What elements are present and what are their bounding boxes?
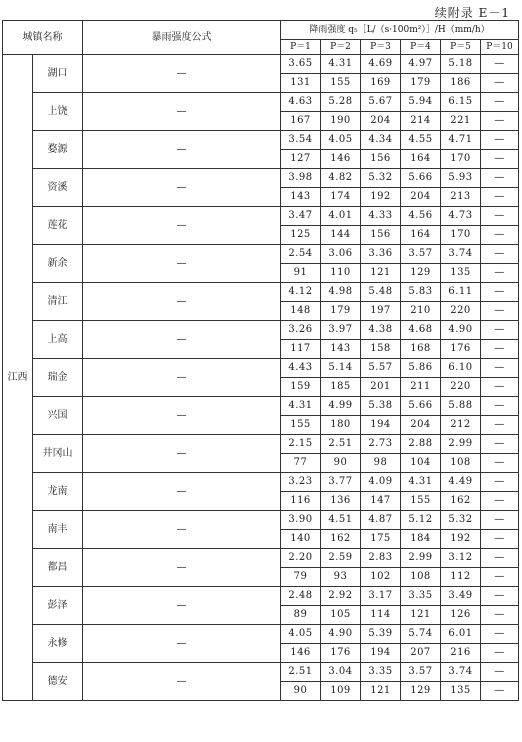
- table-row: [3, 511, 519, 530]
- intensity-h-cell: 117: [281, 340, 321, 359]
- intensity-q-cell: 3.35: [401, 587, 441, 606]
- intensity-q-cell: 5.88: [441, 397, 481, 416]
- intensity-q-cell: 3.74: [441, 663, 481, 682]
- intensity-q-cell: 3.74: [441, 245, 481, 264]
- intensity-h-cell: —: [481, 226, 519, 245]
- intensity-q-cell: 5.83: [401, 283, 441, 302]
- intensity-q-cell: 4.31: [281, 397, 321, 416]
- province-cell: 江西: [3, 55, 33, 701]
- intensity-q-cell: 4.05: [281, 625, 321, 644]
- rainfall-intensity-table: [2, 20, 519, 701]
- intensity-h-cell: 211: [401, 378, 441, 397]
- table-row: [3, 663, 519, 682]
- city-name-cell: 资溪: [33, 169, 83, 207]
- table-row: [3, 245, 519, 264]
- intensity-h-cell: 93: [321, 568, 361, 587]
- intensity-q-cell: —: [481, 321, 519, 340]
- intensity-q-cell: —: [481, 625, 519, 644]
- intensity-q-cell: 3.90: [281, 511, 321, 530]
- intensity-h-cell: 170: [441, 226, 481, 245]
- intensity-q-cell: 3.57: [401, 663, 441, 682]
- intensity-q-cell: 2.73: [361, 435, 401, 454]
- intensity-q-cell: 4.99: [321, 397, 361, 416]
- intensity-q-cell: —: [481, 207, 519, 226]
- intensity-q-cell: 4.43: [281, 359, 321, 378]
- intensity-q-cell: —: [481, 663, 519, 682]
- intensity-h-cell: —: [481, 302, 519, 321]
- intensity-h-cell: 164: [401, 150, 441, 169]
- intensity-q-cell: 4.31: [401, 473, 441, 492]
- intensity-q-cell: 5.86: [401, 359, 441, 378]
- table-row: [3, 435, 519, 454]
- intensity-q-cell: 4.51: [321, 511, 361, 530]
- intensity-h-cell: 146: [321, 150, 361, 169]
- formula-cell: —: [83, 587, 281, 625]
- intensity-q-cell: 6.11: [441, 283, 481, 302]
- intensity-h-cell: 170: [441, 150, 481, 169]
- intensity-h-cell: —: [481, 74, 519, 93]
- city-name-cell: 永修: [33, 625, 83, 663]
- table-row: [3, 131, 519, 150]
- intensity-h-cell: 179: [321, 302, 361, 321]
- intensity-h-cell: 192: [361, 188, 401, 207]
- intensity-h-cell: 104: [401, 454, 441, 473]
- intensity-h-cell: 121: [361, 264, 401, 283]
- city-name-cell: 新余: [33, 245, 83, 283]
- intensity-h-cell: 174: [321, 188, 361, 207]
- intensity-q-cell: 5.66: [401, 169, 441, 188]
- intensity-q-cell: —: [481, 473, 519, 492]
- intensity-q-cell: 4.69: [361, 55, 401, 74]
- intensity-h-cell: 140: [281, 530, 321, 549]
- intensity-q-cell: 2.48: [281, 587, 321, 606]
- intensity-h-cell: 158: [361, 340, 401, 359]
- intensity-h-cell: 129: [401, 264, 441, 283]
- formula-cell: —: [83, 435, 281, 473]
- intensity-q-cell: 3.98: [281, 169, 321, 188]
- intensity-q-cell: 2.99: [441, 435, 481, 454]
- header-intensity: 降雨强度 q₅［L/（s·100m²）］/H（mm/h）: [281, 21, 519, 40]
- table-body: [3, 55, 519, 701]
- table-row: [3, 93, 519, 112]
- intensity-h-cell: 167: [281, 112, 321, 131]
- intensity-q-cell: 4.56: [401, 207, 441, 226]
- city-name-cell: 兴国: [33, 397, 83, 435]
- intensity-q-cell: 4.01: [321, 207, 361, 226]
- intensity-q-cell: 2.83: [361, 549, 401, 568]
- intensity-q-cell: 5.67: [361, 93, 401, 112]
- header-period-10: P＝10: [481, 40, 519, 55]
- intensity-h-cell: 110: [321, 264, 361, 283]
- intensity-q-cell: 3.77: [321, 473, 361, 492]
- intensity-h-cell: —: [481, 340, 519, 359]
- intensity-q-cell: 2.88: [401, 435, 441, 454]
- intensity-h-cell: 214: [401, 112, 441, 131]
- intensity-h-cell: 125: [281, 226, 321, 245]
- intensity-h-cell: 180: [321, 416, 361, 435]
- intensity-h-cell: 156: [361, 226, 401, 245]
- intensity-h-cell: 116: [281, 492, 321, 511]
- intensity-q-cell: 5.28: [321, 93, 361, 112]
- formula-cell: —: [83, 169, 281, 207]
- intensity-h-cell: 121: [401, 606, 441, 625]
- intensity-h-cell: 108: [441, 454, 481, 473]
- intensity-q-cell: 5.48: [361, 283, 401, 302]
- intensity-h-cell: 105: [321, 606, 361, 625]
- intensity-q-cell: 5.18: [441, 55, 481, 74]
- intensity-q-cell: 3.12: [441, 549, 481, 568]
- intensity-q-cell: 4.71: [441, 131, 481, 150]
- intensity-h-cell: 108: [401, 568, 441, 587]
- intensity-q-cell: 3.47: [281, 207, 321, 226]
- intensity-h-cell: 162: [321, 530, 361, 549]
- table-row: [3, 321, 519, 340]
- intensity-h-cell: 135: [441, 264, 481, 283]
- intensity-q-cell: —: [481, 359, 519, 378]
- intensity-q-cell: 3.26: [281, 321, 321, 340]
- intensity-q-cell: 3.36: [361, 245, 401, 264]
- intensity-q-cell: —: [481, 549, 519, 568]
- intensity-q-cell: 4.09: [361, 473, 401, 492]
- header-period-5: P＝5: [441, 40, 481, 55]
- city-name-cell: 婺源: [33, 131, 83, 169]
- intensity-h-cell: 201: [361, 378, 401, 397]
- intensity-h-cell: 127: [281, 150, 321, 169]
- intensity-q-cell: 4.33: [361, 207, 401, 226]
- intensity-h-cell: 185: [321, 378, 361, 397]
- intensity-q-cell: 5.32: [441, 511, 481, 530]
- city-name-cell: 彭泽: [33, 587, 83, 625]
- intensity-h-cell: 155: [321, 74, 361, 93]
- intensity-h-cell: —: [481, 530, 519, 549]
- intensity-q-cell: —: [481, 131, 519, 150]
- intensity-q-cell: 4.38: [361, 321, 401, 340]
- intensity-h-cell: —: [481, 150, 519, 169]
- header-formula: 暴雨强度公式: [83, 21, 281, 55]
- intensity-q-cell: 3.04: [321, 663, 361, 682]
- intensity-q-cell: 4.05: [321, 131, 361, 150]
- intensity-h-cell: —: [481, 568, 519, 587]
- intensity-q-cell: 2.20: [281, 549, 321, 568]
- intensity-h-cell: 164: [401, 226, 441, 245]
- intensity-h-cell: 162: [441, 492, 481, 511]
- formula-cell: —: [83, 207, 281, 245]
- formula-cell: —: [83, 245, 281, 283]
- intensity-q-cell: 4.68: [401, 321, 441, 340]
- intensity-h-cell: 155: [281, 416, 321, 435]
- intensity-q-cell: 5.14: [321, 359, 361, 378]
- intensity-h-cell: 220: [441, 302, 481, 321]
- header-period-2: P＝2: [321, 40, 361, 55]
- city-name-cell: 德安: [33, 663, 83, 701]
- intensity-q-cell: —: [481, 397, 519, 416]
- intensity-h-cell: 204: [401, 188, 441, 207]
- intensity-q-cell: 3.35: [361, 663, 401, 682]
- intensity-h-cell: 102: [361, 568, 401, 587]
- city-name-cell: 莲花: [33, 207, 83, 245]
- intensity-h-cell: 194: [361, 644, 401, 663]
- intensity-h-cell: 213: [441, 188, 481, 207]
- intensity-q-cell: 5.66: [401, 397, 441, 416]
- intensity-h-cell: 186: [441, 74, 481, 93]
- intensity-q-cell: 3.06: [321, 245, 361, 264]
- intensity-q-cell: 2.99: [401, 549, 441, 568]
- intensity-q-cell: —: [481, 55, 519, 74]
- intensity-h-cell: —: [481, 378, 519, 397]
- intensity-h-cell: 109: [321, 682, 361, 701]
- formula-cell: —: [83, 473, 281, 511]
- intensity-h-cell: 159: [281, 378, 321, 397]
- intensity-h-cell: 89: [281, 606, 321, 625]
- intensity-q-cell: 3.65: [281, 55, 321, 74]
- table-row: [3, 397, 519, 416]
- intensity-h-cell: 135: [441, 682, 481, 701]
- formula-cell: —: [83, 93, 281, 131]
- intensity-q-cell: 4.82: [321, 169, 361, 188]
- intensity-h-cell: 192: [441, 530, 481, 549]
- intensity-h-cell: 144: [321, 226, 361, 245]
- intensity-q-cell: 2.51: [281, 663, 321, 682]
- formula-cell: —: [83, 359, 281, 397]
- intensity-h-cell: 216: [441, 644, 481, 663]
- intensity-h-cell: 197: [361, 302, 401, 321]
- intensity-q-cell: 4.97: [401, 55, 441, 74]
- intensity-q-cell: 3.49: [441, 587, 481, 606]
- table-row: [3, 625, 519, 644]
- table-row: [3, 55, 519, 74]
- intensity-q-cell: 6.15: [441, 93, 481, 112]
- intensity-h-cell: —: [481, 492, 519, 511]
- intensity-q-cell: 4.55: [401, 131, 441, 150]
- formula-cell: —: [83, 625, 281, 663]
- intensity-h-cell: 204: [401, 416, 441, 435]
- intensity-q-cell: 3.54: [281, 131, 321, 150]
- intensity-h-cell: 90: [321, 454, 361, 473]
- intensity-q-cell: 4.34: [361, 131, 401, 150]
- intensity-h-cell: 176: [321, 644, 361, 663]
- formula-cell: —: [83, 321, 281, 359]
- intensity-h-cell: 184: [401, 530, 441, 549]
- intensity-q-cell: 4.90: [441, 321, 481, 340]
- intensity-h-cell: 221: [441, 112, 481, 131]
- formula-cell: —: [83, 131, 281, 169]
- table-row: [3, 207, 519, 226]
- city-name-cell: 清江: [33, 283, 83, 321]
- city-name-cell: 上高: [33, 321, 83, 359]
- intensity-h-cell: —: [481, 644, 519, 663]
- intensity-h-cell: 114: [361, 606, 401, 625]
- city-name-cell: 都昌: [33, 549, 83, 587]
- intensity-q-cell: 4.98: [321, 283, 361, 302]
- intensity-h-cell: 194: [361, 416, 401, 435]
- intensity-q-cell: 4.63: [281, 93, 321, 112]
- intensity-h-cell: 136: [321, 492, 361, 511]
- intensity-h-cell: 155: [401, 492, 441, 511]
- intensity-h-cell: —: [481, 682, 519, 701]
- intensity-h-cell: 175: [361, 530, 401, 549]
- intensity-q-cell: 2.59: [321, 549, 361, 568]
- city-name-cell: 上饶: [33, 93, 83, 131]
- intensity-h-cell: —: [481, 112, 519, 131]
- intensity-q-cell: 4.73: [441, 207, 481, 226]
- intensity-h-cell: 91: [281, 264, 321, 283]
- header-period-1: P＝1: [281, 40, 321, 55]
- intensity-q-cell: —: [481, 93, 519, 112]
- intensity-q-cell: 2.15: [281, 435, 321, 454]
- table-caption: 续附录 E－1: [434, 6, 510, 20]
- intensity-h-cell: —: [481, 264, 519, 283]
- intensity-h-cell: —: [481, 606, 519, 625]
- intensity-h-cell: 143: [281, 188, 321, 207]
- city-name-cell: 湖口: [33, 55, 83, 93]
- intensity-h-cell: 169: [361, 74, 401, 93]
- intensity-h-cell: 176: [441, 340, 481, 359]
- intensity-q-cell: 4.31: [321, 55, 361, 74]
- intensity-h-cell: 179: [401, 74, 441, 93]
- intensity-q-cell: 4.49: [441, 473, 481, 492]
- intensity-h-cell: 131: [281, 74, 321, 93]
- intensity-q-cell: 3.57: [401, 245, 441, 264]
- table-row: [3, 283, 519, 302]
- intensity-h-cell: 207: [401, 644, 441, 663]
- table-row: [3, 359, 519, 378]
- intensity-q-cell: —: [481, 283, 519, 302]
- intensity-q-cell: —: [481, 587, 519, 606]
- intensity-h-cell: 146: [281, 644, 321, 663]
- intensity-q-cell: 2.54: [281, 245, 321, 264]
- formula-cell: —: [83, 511, 281, 549]
- intensity-q-cell: 4.90: [321, 625, 361, 644]
- intensity-q-cell: 3.97: [321, 321, 361, 340]
- intensity-h-cell: 126: [441, 606, 481, 625]
- intensity-q-cell: 5.38: [361, 397, 401, 416]
- intensity-q-cell: 5.93: [441, 169, 481, 188]
- table-row: [3, 587, 519, 606]
- intensity-h-cell: 121: [361, 682, 401, 701]
- intensity-q-cell: 5.12: [401, 511, 441, 530]
- intensity-h-cell: 168: [401, 340, 441, 359]
- intensity-h-cell: 129: [401, 682, 441, 701]
- intensity-h-cell: 143: [321, 340, 361, 359]
- intensity-q-cell: 4.12: [281, 283, 321, 302]
- table-row: [3, 549, 519, 568]
- intensity-q-cell: 6.10: [441, 359, 481, 378]
- city-name-cell: 井冈山: [33, 435, 83, 473]
- intensity-h-cell: —: [481, 454, 519, 473]
- intensity-h-cell: 204: [361, 112, 401, 131]
- formula-cell: —: [83, 663, 281, 701]
- intensity-h-cell: —: [481, 416, 519, 435]
- intensity-h-cell: 212: [441, 416, 481, 435]
- header-period-4: P＝4: [401, 40, 441, 55]
- formula-cell: —: [83, 283, 281, 321]
- intensity-q-cell: —: [481, 169, 519, 188]
- intensity-h-cell: 148: [281, 302, 321, 321]
- city-name-cell: 龙南: [33, 473, 83, 511]
- intensity-h-cell: —: [481, 188, 519, 207]
- intensity-h-cell: 98: [361, 454, 401, 473]
- intensity-q-cell: —: [481, 435, 519, 454]
- intensity-h-cell: 79: [281, 568, 321, 587]
- intensity-h-cell: 156: [361, 150, 401, 169]
- city-name-cell: 南丰: [33, 511, 83, 549]
- intensity-q-cell: 2.51: [321, 435, 361, 454]
- intensity-q-cell: 5.32: [361, 169, 401, 188]
- intensity-q-cell: —: [481, 245, 519, 264]
- formula-cell: —: [83, 549, 281, 587]
- city-name-cell: 瑞金: [33, 359, 83, 397]
- table-row: [3, 473, 519, 492]
- intensity-q-cell: 4.87: [361, 511, 401, 530]
- intensity-q-cell: 6.01: [441, 625, 481, 644]
- intensity-h-cell: 147: [361, 492, 401, 511]
- intensity-q-cell: 5.39: [361, 625, 401, 644]
- intensity-q-cell: 3.17: [361, 587, 401, 606]
- intensity-h-cell: 190: [321, 112, 361, 131]
- intensity-h-cell: 77: [281, 454, 321, 473]
- intensity-q-cell: 5.74: [401, 625, 441, 644]
- intensity-h-cell: 210: [401, 302, 441, 321]
- header-city-name: 城镇名称: [3, 21, 83, 55]
- intensity-q-cell: 3.23: [281, 473, 321, 492]
- intensity-q-cell: 2.92: [321, 587, 361, 606]
- table-row: [3, 169, 519, 188]
- intensity-h-cell: 112: [441, 568, 481, 587]
- intensity-q-cell: 5.57: [361, 359, 401, 378]
- intensity-q-cell: 5.94: [401, 93, 441, 112]
- formula-cell: —: [83, 397, 281, 435]
- intensity-h-cell: 90: [281, 682, 321, 701]
- intensity-q-cell: —: [481, 511, 519, 530]
- formula-cell: —: [83, 55, 281, 93]
- header-period-3: P＝3: [361, 40, 401, 55]
- intensity-h-cell: 220: [441, 378, 481, 397]
